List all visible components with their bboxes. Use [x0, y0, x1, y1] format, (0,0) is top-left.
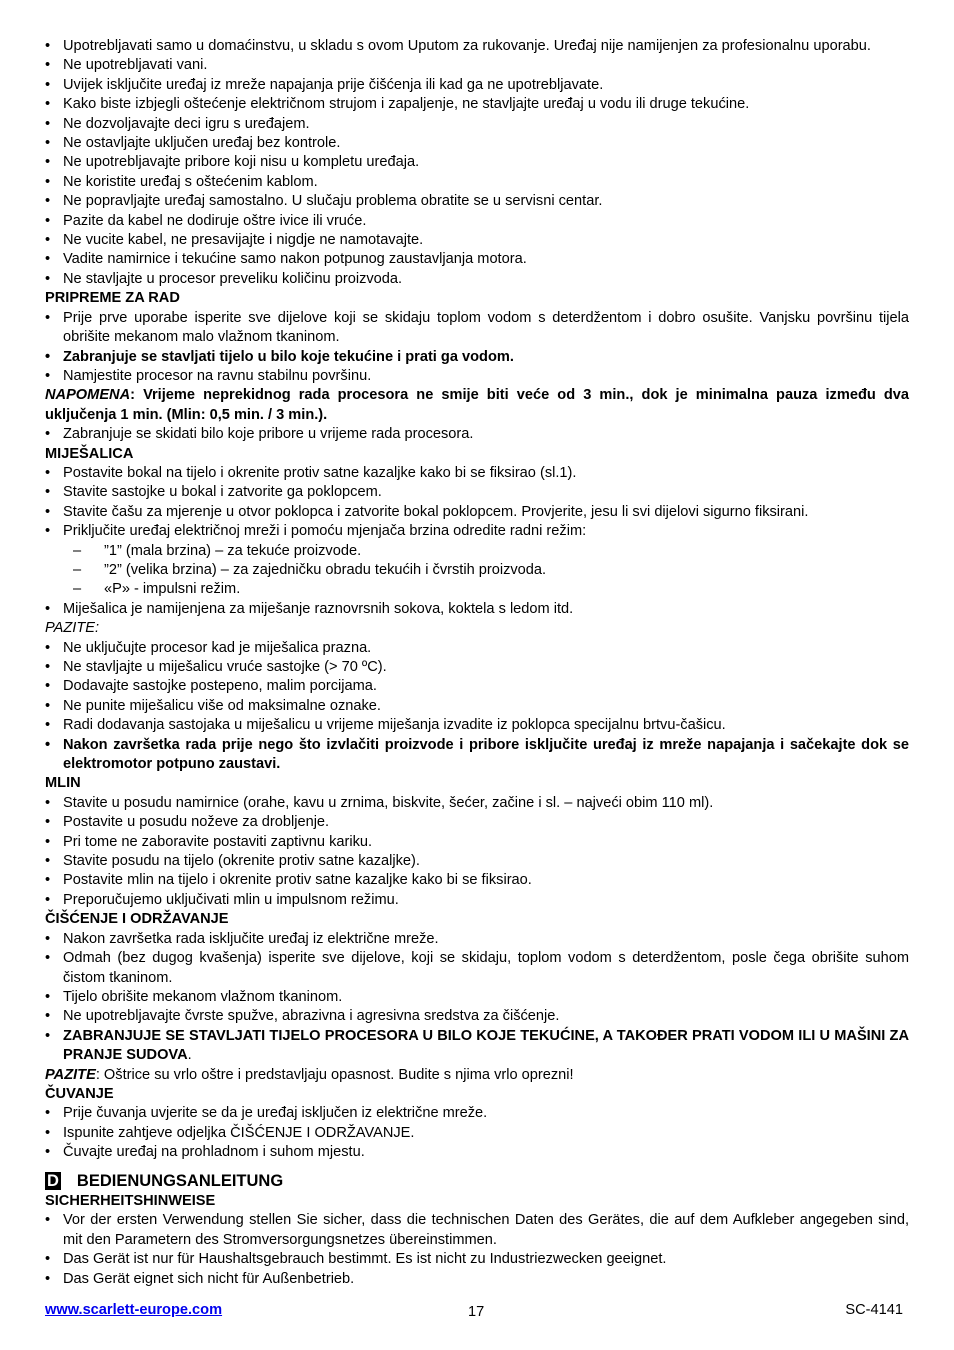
list-item: • Ne dozvoljavajte deci igru s uređajem.: [45, 115, 909, 134]
list-item: • Ne stavljajte u miješalicu vruće sastojke (> 70 ºC).: [45, 658, 909, 677]
list-item: • Prije čuvanja uvjerite se da je uređaj isključen iz električne mreže.: [45, 1104, 909, 1123]
section-heading-storage: ČUVANJE: [45, 1085, 114, 1102]
warning-label: PAZITE: [45, 1066, 96, 1083]
model-number: SC-4141: [845, 1302, 903, 1318]
german-list: [45, 1211, 909, 1289]
list-item: • Das Gerät ist nur für Haushaltsgebrauch bestimmt. Es ist nicht zu Industriezwecken geeignet.: [45, 1250, 909, 1269]
caution-label: PAZITE:: [45, 620, 100, 637]
list-item: • Vadite namirnice i tekućine samo nakon potpunog zaustavljanja motora.: [45, 250, 909, 269]
speed-modes-list: [45, 542, 909, 600]
page-number: 17: [468, 1304, 485, 1320]
list-item: • Čuvajte uređaj na prohladnom i suhom mjestu.: [45, 1143, 909, 1162]
list-item: • Zabranjuje se skidati bilo koje pribore u vrijeme rada procesora.: [45, 425, 909, 444]
list-item: • Stavite čašu za mjerenje u otvor poklopca i zatvorite bokal poklopcem. Provjerite, jesu li svi dijelovi sigurno fiksirani.: [45, 503, 909, 522]
storage-list: [45, 1104, 909, 1162]
section-heading-blender: MIJEŠALICA: [45, 445, 134, 462]
prep-list: [45, 309, 909, 387]
list-item: • Ne ostavljajte uključen uređaj bez kontrole.: [45, 134, 909, 153]
list-item: • Ne stavljajte u procesor preveliku količinu proizvoda.: [45, 270, 909, 289]
list-item: • Ne upotrebljavati vani.: [45, 56, 909, 75]
list-item: • Postavite mlin na tijelo i okrenite protiv satne kazaljke kako bi se fiksirao.: [45, 871, 909, 890]
bold-warning-end: .: [187, 1047, 192, 1064]
list-item: • Pazite da kabel ne dodiruje oštre ivice ili vruće.: [45, 212, 909, 231]
blender-list-2: [45, 600, 909, 619]
caution-list: [45, 639, 909, 775]
language-tag: D: [47, 1172, 59, 1191]
mill-list: [45, 794, 909, 910]
list-item: • Ne koristite uređaj s oštećenim kablom.: [45, 173, 909, 192]
list-item: • Postavite u posudu noževe za drobljenje.: [45, 813, 909, 832]
list-item: • Upotrebljavati samo u domaćinstvu, u skladu s ovom Uputom za rukovanje. Uređaj nije namijenjen za profesionalnu uporabu.: [45, 37, 909, 56]
blender-list: [45, 464, 909, 542]
list-item: • Preporučujemo uključivati mlin u impulsnom režimu.: [45, 891, 909, 910]
section-heading-prep: PRIPREME ZA RAD: [45, 290, 180, 307]
german-title: BEDIENUNGSANLEITUNG: [76, 1171, 284, 1190]
list-item: • Odmah (bez dugog kvašenja) isperite sve dijelove, koji se skidaju, toplom vodom s deterdžentom, posle čega obrišite suhom čistom tkaninom.: [45, 949, 909, 988]
list-item: • Ne uključujte procesor kad je miješalica prazna.: [45, 639, 909, 658]
mode-item: – «P» - impulsni režim.: [45, 580, 909, 599]
note-label: NAPOMENA: [45, 387, 131, 404]
blade-warning: [45, 1066, 909, 1085]
list-item: • Nakon završetka rada prije nego što izvlačiti proizvode i pribore isključite uređaj iz mreže napajanja i sačekajte dok se elektromotor potpuno zaustavi.: [45, 736, 909, 775]
german-section-title: [45, 1172, 909, 1191]
list-item: • Ne popravljajte uređaj samostalno. U slučaju problema obratite se u servisni centar.: [45, 192, 909, 211]
list-item: • Ne punite miješalicu više od maksimalne oznake.: [45, 697, 909, 716]
list-item: • Uvijek isključite uređaj iz mreže napajanja prije čišćenja ili kad ga ne upotrebljavate.: [45, 76, 909, 95]
mode-item: – ”1” (mala brzina) – za tekuće proizvode.: [45, 542, 909, 561]
german-subheading: SICHERHEITSHINWEISE: [45, 1192, 216, 1209]
list-item: • Radi dodavanja sastojaka u miješalicu u vrijeme miješanja izvadite iz poklopca specijalnu brtvu-čašicu.: [45, 716, 909, 735]
prep-list-2: [45, 425, 909, 444]
note-text: : Vrijeme neprekidnog rada procesora ne smije biti veće od 3 min., dok je minimalna pauza između dva uključenja 1 min. (Mlin: 0,5 min. / 3 min.).: [45, 387, 909, 423]
note-paragraph: [45, 386, 909, 425]
list-item: • Priključite uređaj električnoj mreži i pomoću mjenjača brzina odredite radni režim:: [45, 522, 909, 541]
list-item: • Zabranjuje se stavljati tijelo u bilo koje tekućine i prati ga vodom.: [45, 348, 909, 367]
list-item: • Namjestite procesor na ravnu stabilnu površinu.: [45, 367, 909, 386]
cleaning-list: [45, 930, 909, 1066]
list-item: • Stavite sastojke u bokal i zatvorite ga poklopcem.: [45, 483, 909, 502]
list-item: • Postavite bokal na tijelo i okrenite protiv satne kazaljke kako bi se fiksirao (sl.1).: [45, 464, 909, 483]
list-item: [45, 1027, 909, 1066]
bold-warning: ZABRANJUJE SE STAVLJATI TIJELO PROCESORA U BILO KOJE TEKUĆINE, A TAKOĐER PRATI VODOM ILI U MAŠINI ZA PRANJE SUDOVA: [63, 1027, 909, 1064]
section-heading-cleaning: ČIŠĆENJE I ODRŽAVANJE: [45, 911, 229, 928]
list-item: • Ne upotrebljavajte pribore koji nisu u kompletu uređaja.: [45, 153, 909, 172]
list-item: • Stavite posudu na tijelo (okrenite protiv satne kazaljke).: [45, 852, 909, 871]
list-item: • Pri tome ne zaboravite postaviti zaptivnu kariku.: [45, 833, 909, 852]
list-item: • Dodavajte sastojke postepeno, malim porcijama.: [45, 677, 909, 696]
list-item: • Ne upotrebljavajte čvrste spužve, abrazivna i agresivna sredstva za čišćenje.: [45, 1007, 909, 1026]
section-heading-mill: MLIN: [45, 775, 81, 792]
list-item: • Prije prve uporabe isperite sve dijelove koji se skidaju toplom vodom s deterdžentom i dobro osušite. Vanjsku površinu tijela obrišite mekanom malo vlažnom tkaninom.: [45, 309, 909, 348]
list-item: • Das Gerät eignet sich nicht für Außenbetrieb.: [45, 1270, 909, 1289]
list-item: • Kako biste izbjegli oštećenje električnom strujom i zapaljenje, ne stavljajte uređaj u vodu ili druge tekućine.: [45, 95, 909, 114]
safety-list: [45, 37, 909, 289]
website-link[interactable]: www.scarlett-europe.com: [45, 1302, 223, 1318]
list-item: • Miješalica je namijenjena za miješanje raznovrsnih sokova, koktela s ledom itd.: [45, 600, 909, 619]
manual-page: [45, 37, 909, 1289]
list-item: • Tijelo obrišite mekanom vlažnom tkaninom.: [45, 988, 909, 1007]
warning-text: : Oštrice su vrlo oštre i predstavljaju opasnost. Budite s njima vrlo oprezni!: [95, 1066, 574, 1083]
list-item: • Stavite u posudu namirnice (orahe, kavu u zrnima, biskvite, šećer, začine i sl. – najveći obim 110 ml).: [45, 794, 909, 813]
list-item: • Nakon završetka rada isključite uređaj iz električne mreže.: [45, 930, 909, 949]
list-item: • Ne vucite kabel, ne presavijajte i nigdje ne namotavajte.: [45, 231, 909, 250]
list-item: • Vor der ersten Verwendung stellen Sie sicher, dass die technischen Daten des Gerätes, die auf dem Aufkleber angegeben sind, mit den Parametern des Stromversorgungsnetzes übereinstimmen.: [45, 1211, 909, 1250]
list-item: • Ispunite zahtjeve odjeljka ČIŠĆENJE I ODRŽAVANJE.: [45, 1124, 909, 1143]
mode-item: – ”2” (velika brzina) – za zajedničku obradu tekućih i čvrstih proizvoda.: [45, 561, 909, 580]
